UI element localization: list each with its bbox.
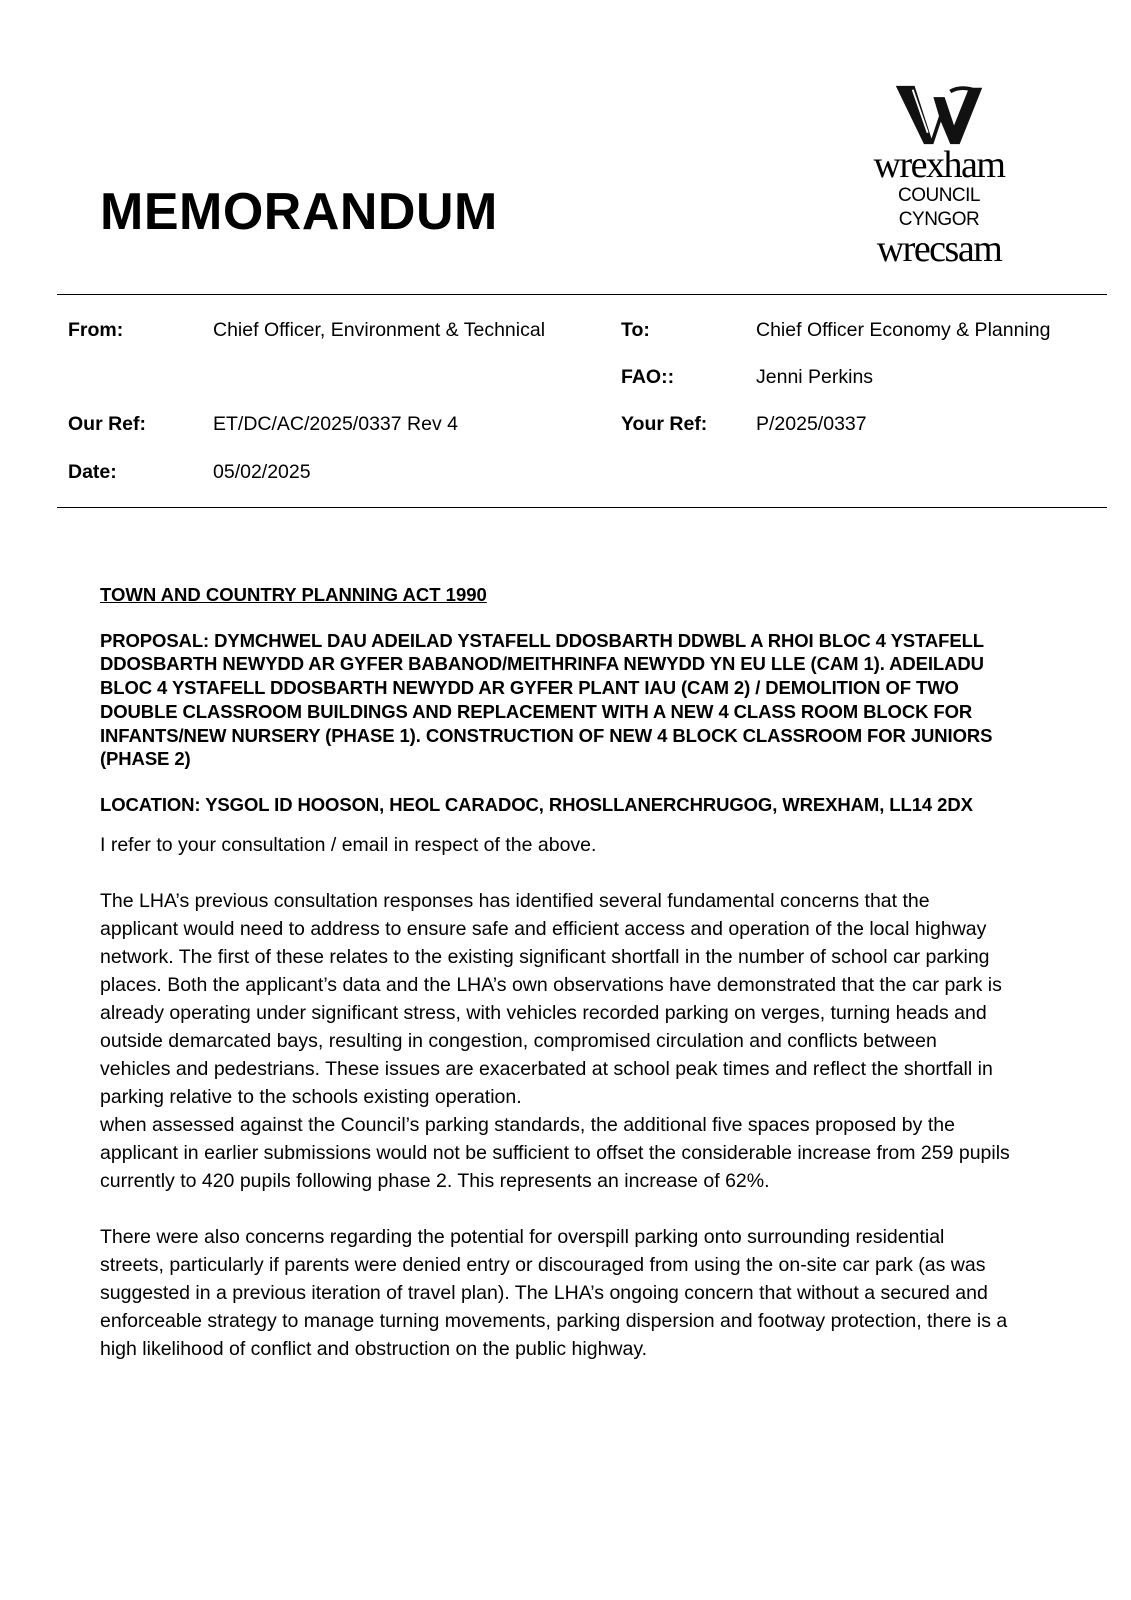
from-value: Chief Officer, Environment & Technical bbox=[213, 319, 546, 341]
memo-body bbox=[100, 831, 1012, 1363]
logo-text-wrecsam: wrecsam bbox=[876, 227, 1002, 270]
date-value: 05/02/2025 bbox=[213, 461, 311, 483]
your-ref-label: Your Ref: bbox=[621, 413, 708, 435]
to-label: To: bbox=[621, 319, 650, 341]
wrexham-council-logo bbox=[856, 84, 1022, 270]
header-top-divider bbox=[57, 294, 1107, 295]
header-bottom-divider bbox=[57, 507, 1107, 508]
your-ref-value: P/2025/0337 bbox=[756, 413, 867, 435]
our-ref-value: ET/DC/AC/2025/0337 Rev 4 bbox=[213, 413, 458, 435]
from-label: From: bbox=[68, 319, 124, 341]
paragraph-intro: I refer to your consultation / email in respect of the above. bbox=[100, 833, 597, 856]
act-heading: TOWN AND COUNTRY PLANNING ACT 1990 bbox=[100, 584, 487, 605]
logo-text-wrexham: wrexham bbox=[873, 144, 1005, 186]
page-title: MEMORANDUM bbox=[100, 183, 498, 241]
fao-value: Jenni Perkins bbox=[756, 366, 874, 388]
w-emblem-icon bbox=[891, 84, 987, 146]
logo-text-council: COUNCIL bbox=[897, 184, 980, 206]
paragraph-parking-shortfall: The LHA’s previous consultation responses has identified several fundamental concerns that the applicant would need to address to ensure safe and efficient access and operation of the local highway network. The first of these relates to the existing significant shortfall in the number of school car parking places. Both the applicant’s data and the LHA’s own observations have demonstrated that the car park is already operating under significant stress, with vehicles recorded parking on verges, turning heads and outside demarcated bays, resulting in congestion, compromised circulation and conflicts between vehicles and pedestrians. These issues are exacerbated at school peak times and reflect the shortfall in parking relative to the schools existing operation. bbox=[100, 889, 1002, 1108]
our-ref-label: Our Ref: bbox=[68, 413, 146, 435]
to-value: Chief Officer Economy & Planning bbox=[756, 319, 1051, 341]
proposal-text: PROPOSAL: DYMCHWEL DAU ADEILAD YSTAFELL DDOSBARTH DDWBL A RHOI BLOC 4 YSTAFELL DDOSBARTH NEWYDD AR GYFER BABANOD/MEITHRINFA NEWYDD YN EU LLE (CAM 1). ADEILADU BLOC 4 YSTAFELL DDOSBARTH NEWYDD AR GYFER PLANT IAU (CAM 2) / DEMOLITION OF TWO DOUBLE CLASSROOM BUILDINGS AND REPLACEMENT WITH A NEW 4 CLASS ROOM BLOCK FOR INFANTS/NEW NURSERY (PHASE 1). CONSTRUCTION OF NEW 4 BLOCK CLASSROOM FOR JUNIORS (PHASE 2) bbox=[100, 629, 993, 770]
memo-content bbox=[100, 583, 1030, 1363]
paragraph-overspill: There were also concerns regarding the potential for overspill parking onto surrounding residential streets, particularly if parents were denied entry or discouraged from using the on-site car park (as was suggested in a previous iteration of travel plan). The LHA’s ongoing concern that without a secured and enforceable strategy to manage turning movements, parking dispersion and footway protection, there is a high likelihood of conflict and obstruction on the public highway. bbox=[100, 1225, 1008, 1360]
fao-label: FAO:: bbox=[621, 366, 675, 388]
paragraph-parking-standards: when assessed against the Council’s parking standards, the additional five spaces proposed by the applicant in earlier submissions would not be sufficient to offset the considerable increase from 259 pupils currently to 420 pupils following phase 2. This represents an increase of 62%. bbox=[100, 1113, 1010, 1192]
location-text: LOCATION: YSGOL ID HOOSON, HEOL CARADOC, RHOSLLANERCHRUGOG, WREXHAM, LL14 2DX bbox=[100, 793, 973, 815]
date-label: Date: bbox=[68, 461, 117, 483]
logo-text-cyngor: CYNGOR bbox=[898, 208, 980, 230]
